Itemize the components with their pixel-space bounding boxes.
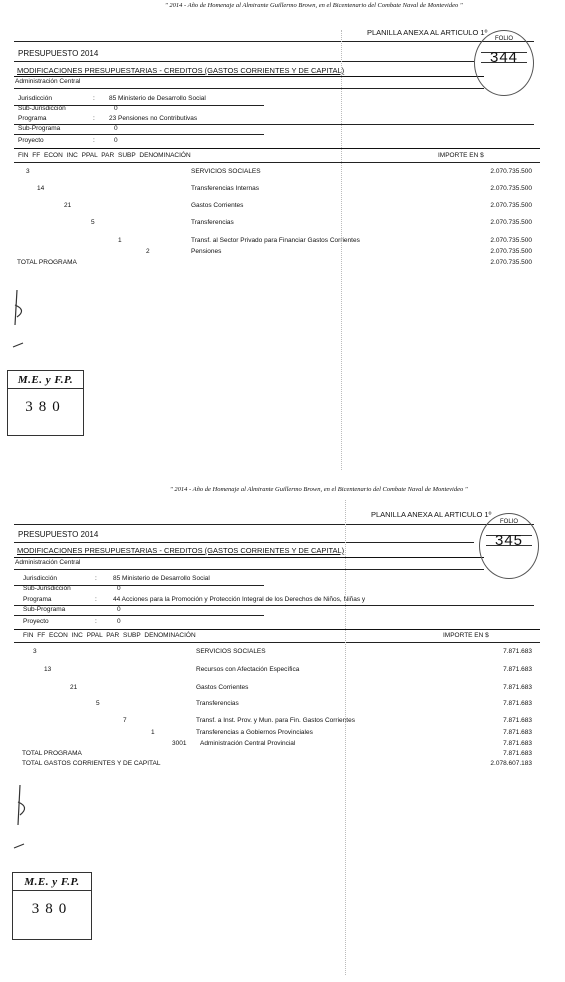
proyecto-label: Proyecto xyxy=(18,137,44,144)
total-gastos-value: 2.078.607.183 xyxy=(490,760,532,767)
folio-seal xyxy=(479,513,539,579)
row-importe: 7.871.683 xyxy=(503,700,532,707)
row-importe: 2.070.735.500 xyxy=(490,185,532,192)
divider xyxy=(14,41,534,42)
header-line: " 2014 - Año de Homenaje al Almirante Guillermo Brown, en el Bicentenario del Combate Naval de Montevideo " xyxy=(170,486,468,493)
row-code: 21 xyxy=(64,202,72,209)
administracion-label: Administración Central xyxy=(15,559,81,566)
stamp-label: M.E. y F.P. xyxy=(8,374,83,389)
divider xyxy=(14,569,484,570)
seal-folio-label: FOLIO xyxy=(499,519,518,525)
row-denominacion: Transferencias a Gobiernos Provinciales xyxy=(196,729,313,736)
row-denominacion: Recursos con Afectación Específica xyxy=(196,666,300,673)
fold-line xyxy=(341,30,343,470)
stamp-label: M.E. y F.P. xyxy=(13,876,91,891)
row-code: 3001 xyxy=(172,740,187,747)
importe-header: IMPORTE EN $ xyxy=(438,152,484,159)
row-denominacion: Transferencias xyxy=(196,700,239,707)
row-denominacion: SERVICIOS SOCIALES xyxy=(196,648,266,655)
folio-seal xyxy=(474,30,534,96)
row-importe: 7.871.683 xyxy=(503,666,532,673)
divider xyxy=(14,134,264,135)
row-code: 5 xyxy=(91,219,95,226)
row-denominacion: Transf. a Inst. Prov. y Mun. para Fin. Gastos Corrientes xyxy=(196,717,355,724)
row-importe: 7.871.683 xyxy=(503,729,532,736)
header-line: " 2014 - Año de Homenaje al Almirante Guillermo Brown, en el Bicentenario del Combate Naval de Montevideo " xyxy=(165,2,463,9)
row-importe: 7.871.683 xyxy=(503,740,532,747)
jurisdiccion-value: 85 Ministerio de Desarrollo Social xyxy=(109,95,206,102)
seal-number: 344 xyxy=(489,49,519,66)
row-denominacion: SERVICIOS SOCIALES xyxy=(191,168,261,175)
stamp-number: 380 xyxy=(31,901,73,917)
subjurisdiccion-label: Sub-Jurisdicción xyxy=(23,585,71,592)
row-importe: 2.070.735.500 xyxy=(490,202,532,209)
row-code: 5 xyxy=(96,700,100,707)
subjurisdiccion-value: 0 xyxy=(117,585,121,592)
subprograma-label: Sub-Programa xyxy=(23,606,66,613)
fold-line xyxy=(345,500,347,975)
signature-mark xyxy=(5,285,35,355)
presupuesto-label: PRESUPUESTO 2014 xyxy=(18,530,99,539)
row-importe: 2.070.735.500 xyxy=(490,237,532,244)
divider xyxy=(14,148,540,149)
row-importe: 2.070.735.500 xyxy=(490,248,532,255)
total-programa-label: TOTAL PROGRAMA xyxy=(17,259,77,266)
proyecto-value: 0 xyxy=(117,618,121,625)
programa-label: Programa xyxy=(18,115,47,122)
signature-mark xyxy=(8,780,38,855)
ministry-stamp xyxy=(7,370,84,436)
seal-folio-label: FOLIO xyxy=(494,36,513,42)
planilla-title: PLANILLA ANEXA AL ARTICULO 1º xyxy=(367,28,488,37)
subjurisdiccion-label: Sub-Jurisdicción xyxy=(18,105,66,112)
seal-bar xyxy=(481,62,527,63)
row-importe: 2.070.735.500 xyxy=(490,168,532,175)
jurisdiccion-value: 85 Ministerio de Desarrollo Social xyxy=(113,575,210,582)
proyecto-value: 0 xyxy=(114,137,118,144)
programa-label: Programa xyxy=(23,596,52,603)
divider xyxy=(14,76,484,77)
row-denominacion: Transf. al Sector Privado para Financiar Gastos Corrientes xyxy=(191,237,360,244)
subprograma-value: 0 xyxy=(117,606,121,613)
row-code: 3 xyxy=(26,168,30,175)
programa-value: 44 Acciones para la Promoción y Protección Integral de los Derechos de Niños, Niñas y xyxy=(113,596,366,603)
subprograma-value: 0 xyxy=(114,125,118,132)
row-code: 1 xyxy=(151,729,155,736)
importe-header: IMPORTE EN $ xyxy=(443,632,489,639)
programa-value: 23 Pensiones no Contributivas xyxy=(109,115,198,122)
divider xyxy=(14,629,540,630)
total-programa-label: TOTAL PROGRAMA xyxy=(22,750,82,757)
row-code: 3 xyxy=(33,648,37,655)
column-headers: FIN FF ECON INC PPAL PAR SUBP DENOMINACIÓN xyxy=(18,152,191,159)
divider xyxy=(14,88,484,89)
ministry-stamp xyxy=(12,872,92,940)
seal-number: 345 xyxy=(494,532,524,549)
divider xyxy=(14,605,534,606)
divider xyxy=(14,124,534,125)
jurisdiccion-label: Jurisdicción xyxy=(23,575,57,582)
subprograma-label: Sub-Programa xyxy=(18,125,61,132)
subjurisdiccion-value: 0 xyxy=(114,105,118,112)
row-code: 2 xyxy=(146,248,150,255)
row-code: 14 xyxy=(37,185,45,192)
row-denominacion: Transferencias Internas xyxy=(191,185,260,192)
modificaciones-title: MODIFICACIONES PRESUPUESTARIAS - CREDITOS (GASTOS CORRIENTES Y DE CAPITAL) xyxy=(17,546,345,555)
row-code: 1 xyxy=(118,237,122,244)
row-denominacion: Pensiones xyxy=(191,248,222,255)
row-importe: 7.871.683 xyxy=(503,717,532,724)
divider xyxy=(14,642,540,643)
modificaciones-title: MODIFICACIONES PRESUPUESTARIAS - CREDITOS (GASTOS CORRIENTES Y DE CAPITAL) xyxy=(17,66,345,75)
row-denominacion: Gastos Corrientes xyxy=(191,202,244,209)
row-code: 13 xyxy=(44,666,52,673)
total-gastos-label: TOTAL GASTOS CORRIENTES Y DE CAPITAL xyxy=(22,760,161,767)
row-code: 7 xyxy=(123,717,127,724)
presupuesto-label: PRESUPUESTO 2014 xyxy=(18,49,99,58)
divider xyxy=(14,615,264,616)
divider xyxy=(14,524,534,525)
proyecto-label: Proyecto xyxy=(23,618,49,625)
divider xyxy=(14,61,474,62)
row-denominacion: Administración Central Provincial xyxy=(200,740,296,747)
stamp-number: 380 xyxy=(25,399,66,415)
row-importe: 7.871.683 xyxy=(503,648,532,655)
jurisdiccion-label: Jurisdicción xyxy=(18,95,52,102)
row-importe: 2.070.735.500 xyxy=(490,219,532,226)
total-programa-value: 7.871.683 xyxy=(503,750,532,757)
divider xyxy=(14,162,540,163)
administracion-label: Administración Central xyxy=(15,78,81,85)
row-code: 21 xyxy=(70,684,78,691)
total-programa-value: 2.070.735.500 xyxy=(490,259,532,266)
row-denominacion: Transferencias xyxy=(191,219,234,226)
seal-bar xyxy=(486,545,532,546)
row-importe: 7.871.683 xyxy=(503,684,532,691)
planilla-title: PLANILLA ANEXA AL ARTICULO 1º xyxy=(371,510,492,519)
divider xyxy=(14,542,474,543)
column-headers: FIN FF ECON INC PPAL PAR SUBP DENOMINACIÓN xyxy=(23,632,196,639)
row-denominacion: Gastos Corrientes xyxy=(196,684,249,691)
divider xyxy=(14,557,484,558)
